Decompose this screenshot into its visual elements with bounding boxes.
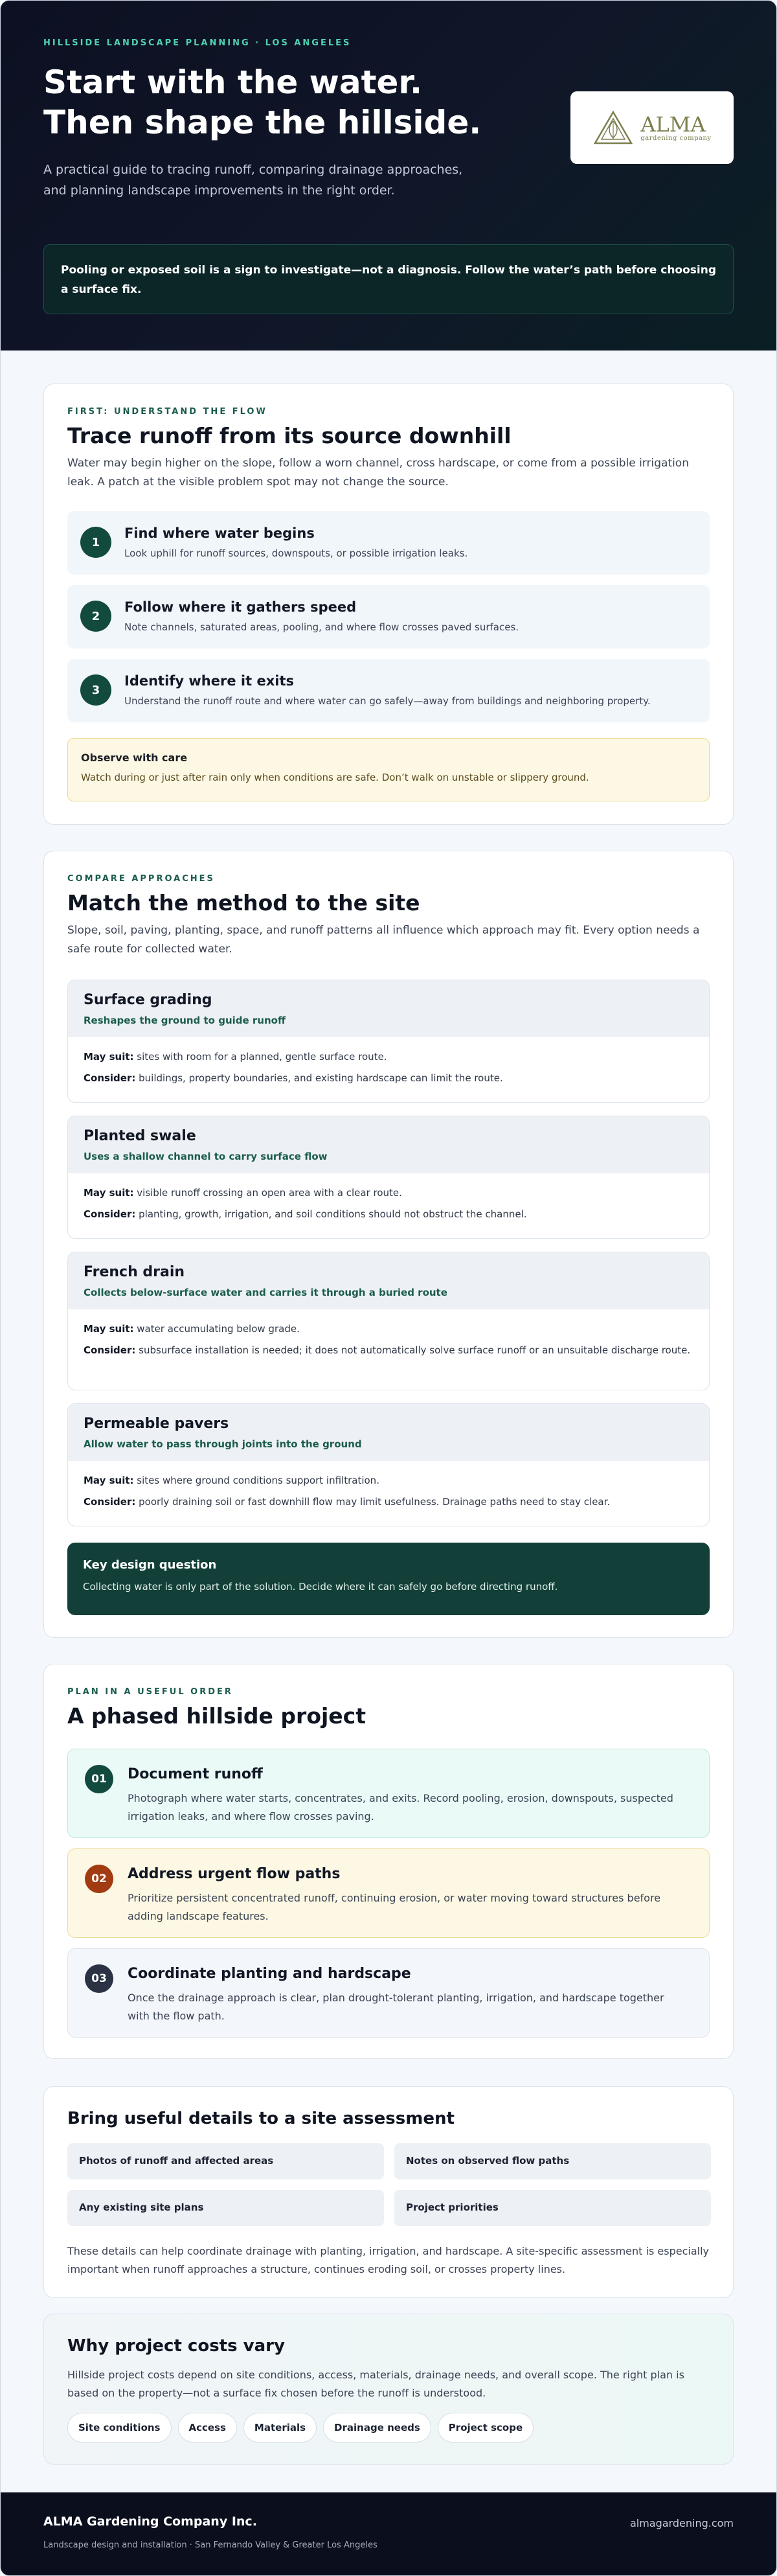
compare-description: Slope, soil, paving, planting, space, and runoff patterns all influence which approach may fit. Every option needs a safe route for collected water.: [67, 924, 700, 956]
footer: [1, 2492, 776, 2575]
method-title: French drain: [84, 1264, 185, 1280]
flow-section: [43, 384, 734, 825]
method-title: Planted swale: [84, 1128, 196, 1144]
phase-number: 02: [85, 1865, 113, 1893]
method-header: [68, 980, 709, 1037]
leaf-triangle-icon: [592, 109, 634, 146]
footer-company-name: ALMA Gardening Company Inc.: [43, 2514, 257, 2529]
method-body: [68, 1461, 709, 1521]
step-text: Understand the runoff route and where water can go safely—away from buildings and neighboring property.: [124, 695, 651, 707]
consider-text: planting, growth, irrigation, and soil conditions should not obstruct the channel.: [135, 1208, 527, 1220]
assessment-section: [43, 2086, 734, 2298]
method-title: Permeable pavers: [84, 1416, 229, 1432]
consider-label: Consider:: [84, 1496, 136, 1508]
phase-text: Prioritize persistent concentrated runoff, continuing erosion, or water moving toward structures before adding landscape features.: [128, 1892, 661, 1922]
flow-step: [67, 659, 710, 722]
suit-label: May suit:: [84, 1051, 134, 1063]
logo-word: ALMA: [640, 111, 706, 137]
method-card: [67, 1403, 710, 1526]
method-header: [68, 1404, 709, 1461]
assessment-item: Photos of runoff and affected areas: [67, 2143, 384, 2179]
hero: [1, 1, 776, 351]
key-question-callout: [67, 1543, 710, 1615]
step-title: Find where water begins: [124, 525, 315, 541]
method-header: [68, 1252, 709, 1309]
step-text: Look uphill for runoff sources, downspouts, or possible irrigation leaks.: [124, 547, 468, 559]
footer-tagline: Landscape design and installation · San Fernando Valley & Greater Los Angeles: [43, 2540, 377, 2550]
flow-step: [67, 585, 710, 649]
consider-text: buildings, property boundaries, and existing hardscape can limit the route.: [135, 1072, 503, 1084]
method-consider: [84, 1342, 693, 1358]
method-body: [68, 1173, 709, 1234]
method-consider: [84, 1206, 693, 1222]
hero-description: A practical guide to tracing runoff, comparing drainage approaches, and planning landscape improvements in the right order.: [43, 163, 463, 198]
suit-text: visible runoff crossing an open area with a clear route.: [133, 1187, 402, 1199]
plan-title: A phased hillside project: [67, 1703, 366, 1729]
assessment-item: Project priorities: [394, 2190, 711, 2226]
suit-text: sites where ground conditions support infiltration.: [133, 1475, 379, 1486]
phase-text: Once the drainage approach is clear, plan drought-tolerant planting, irrigation, and hardscape together with the flow path.: [128, 1992, 664, 2022]
method-consider: [84, 1070, 693, 1086]
method-title: Surface grading: [84, 992, 212, 1008]
consider-label: Consider:: [84, 1208, 136, 1220]
method-suit: [84, 1049, 693, 1064]
method-subtitle: Uses a shallow channel to carry surface flow: [84, 1151, 328, 1162]
method-suit: [84, 1473, 693, 1488]
caution-text: Watch during or just after rain only when conditions are safe. Don’t walk on unstable or slippery ground.: [81, 772, 589, 783]
caution-callout: [67, 738, 710, 801]
key-question-title: Key design question: [83, 1558, 217, 1572]
suit-label: May suit:: [84, 1475, 134, 1486]
phase-card: [67, 1848, 710, 1938]
method-card: [67, 1116, 710, 1239]
hero-title-line-2: Then shape the hillside.: [43, 104, 482, 141]
method-subtitle: Reshapes the ground to guide runoff: [84, 1015, 286, 1026]
suit-label: May suit:: [84, 1187, 134, 1199]
suit-text: sites with room for a planned, gentle surface route.: [133, 1051, 387, 1063]
company-logo[interactable]: [570, 91, 734, 164]
consider-text: subsurface installation is needed; it does not automatically solve surface runoff or an unsuitable discharge route.: [135, 1344, 691, 1356]
method-card: [67, 980, 710, 1103]
page-title: [43, 62, 574, 143]
phase-number: 03: [85, 1964, 113, 1993]
logo-text: [640, 111, 712, 142]
method-subtitle: Allow water to pass through joints into the ground: [84, 1438, 362, 1450]
method-suit: [84, 1185, 693, 1201]
step-title: Identify where it exits: [124, 673, 294, 689]
cost-factor-pill: Drainage needs: [323, 2413, 431, 2443]
logo-subtitle: gardening company: [640, 134, 712, 142]
method-body: [68, 1309, 709, 1370]
method-consider: [84, 1494, 693, 1510]
suit-label: May suit:: [84, 1323, 134, 1335]
suit-text: water accumulating below grade.: [133, 1323, 300, 1335]
flow-eyebrow: FIRST: UNDERSTAND THE FLOW: [67, 407, 267, 417]
step-number: 3: [80, 674, 111, 706]
step-title: Follow where it gathers speed: [124, 599, 357, 615]
phase-card: [67, 1948, 710, 2038]
consider-label: Consider:: [84, 1072, 136, 1084]
method-header: [68, 1116, 709, 1173]
caution-title: Observe with care: [81, 752, 188, 764]
consider-text: poorly draining soil or fast downhill flow may limit usefulness. Drainage paths need to stay clear.: [135, 1496, 611, 1508]
cost-factor-pill: Project scope: [438, 2413, 534, 2443]
step-number: 2: [80, 601, 111, 632]
method-card: [67, 1252, 710, 1390]
plan-eyebrow: PLAN IN A USEFUL ORDER: [67, 1687, 233, 1697]
assessment-item: Any existing site plans: [67, 2190, 384, 2226]
cost-factor-pill: Access: [178, 2413, 237, 2443]
costs-title: Why project costs vary: [67, 2336, 285, 2356]
footer-website-link[interactable]: almagardening.com: [629, 2517, 734, 2529]
plan-section: [43, 1664, 734, 2059]
assessment-note: These details can help coordinate drainage with planting, irrigation, and hardscape. A site-specific assessment is especially important when runoff approaches a structure, continues eroding soil, or crosses property lines.: [67, 2245, 709, 2275]
compare-eyebrow: COMPARE APPROACHES: [67, 874, 215, 884]
flow-step: [67, 511, 710, 575]
cost-factor-pill: Site conditions: [67, 2413, 172, 2443]
hero-title-line-1: Start with the water.: [43, 63, 422, 101]
cost-factor-list: [67, 2413, 540, 2443]
hero-callout: Pooling or exposed soil is a sign to investigate—not a diagnosis. Follow the water’s path before choosing a surface fix.: [43, 244, 734, 314]
costs-description: Hillside project costs depend on site conditions, access, materials, drainage needs, and overall scope. The right plan is based on the property—not a surface fix chosen before the runoff is understood.: [67, 2369, 684, 2399]
phase-card: [67, 1749, 710, 1838]
step-number: 1: [80, 527, 111, 558]
cost-factor-pill: Materials: [243, 2413, 317, 2443]
hero-eyebrow: HILLSIDE LANDSCAPE PLANNING · LOS ANGELES: [43, 38, 352, 48]
method-suit: [84, 1321, 693, 1337]
assessment-item: Notes on observed flow paths: [394, 2143, 711, 2179]
consider-label: Consider:: [84, 1344, 136, 1356]
method-subtitle: Collects below-surface water and carries it through a buried route: [84, 1287, 447, 1298]
key-question-text: Collecting water is only part of the solution. Decide where it can safely go before directing runoff.: [83, 1581, 558, 1593]
compare-title: Match the method to the site: [67, 890, 420, 915]
phase-number: 01: [85, 1765, 113, 1793]
costs-section: [43, 2314, 734, 2465]
phase-title: Coordinate planting and hardscape: [128, 1966, 411, 1982]
flow-title: Trace runoff from its source downhill: [67, 423, 512, 448]
phase-text: Photograph where water starts, concentrates, and exits. Record pooling, erosion, downspouts, suspected irrigation leaks, and where flow crosses paving.: [128, 1792, 673, 1823]
flow-description: Water may begin higher on the slope, follow a worn channel, cross hardscape, or come from a possible irrigation leak. A patch at the visible problem spot may not change the source.: [67, 457, 689, 489]
step-text: Note channels, saturated areas, pooling, and where flow crosses paved surfaces.: [124, 621, 519, 633]
method-body: [68, 1037, 709, 1098]
phase-title: Address urgent flow paths: [128, 1866, 341, 1882]
compare-section: [43, 851, 734, 1638]
phase-title: Document runoff: [128, 1766, 263, 1782]
assessment-title: Bring useful details to a site assessment: [67, 2109, 455, 2128]
